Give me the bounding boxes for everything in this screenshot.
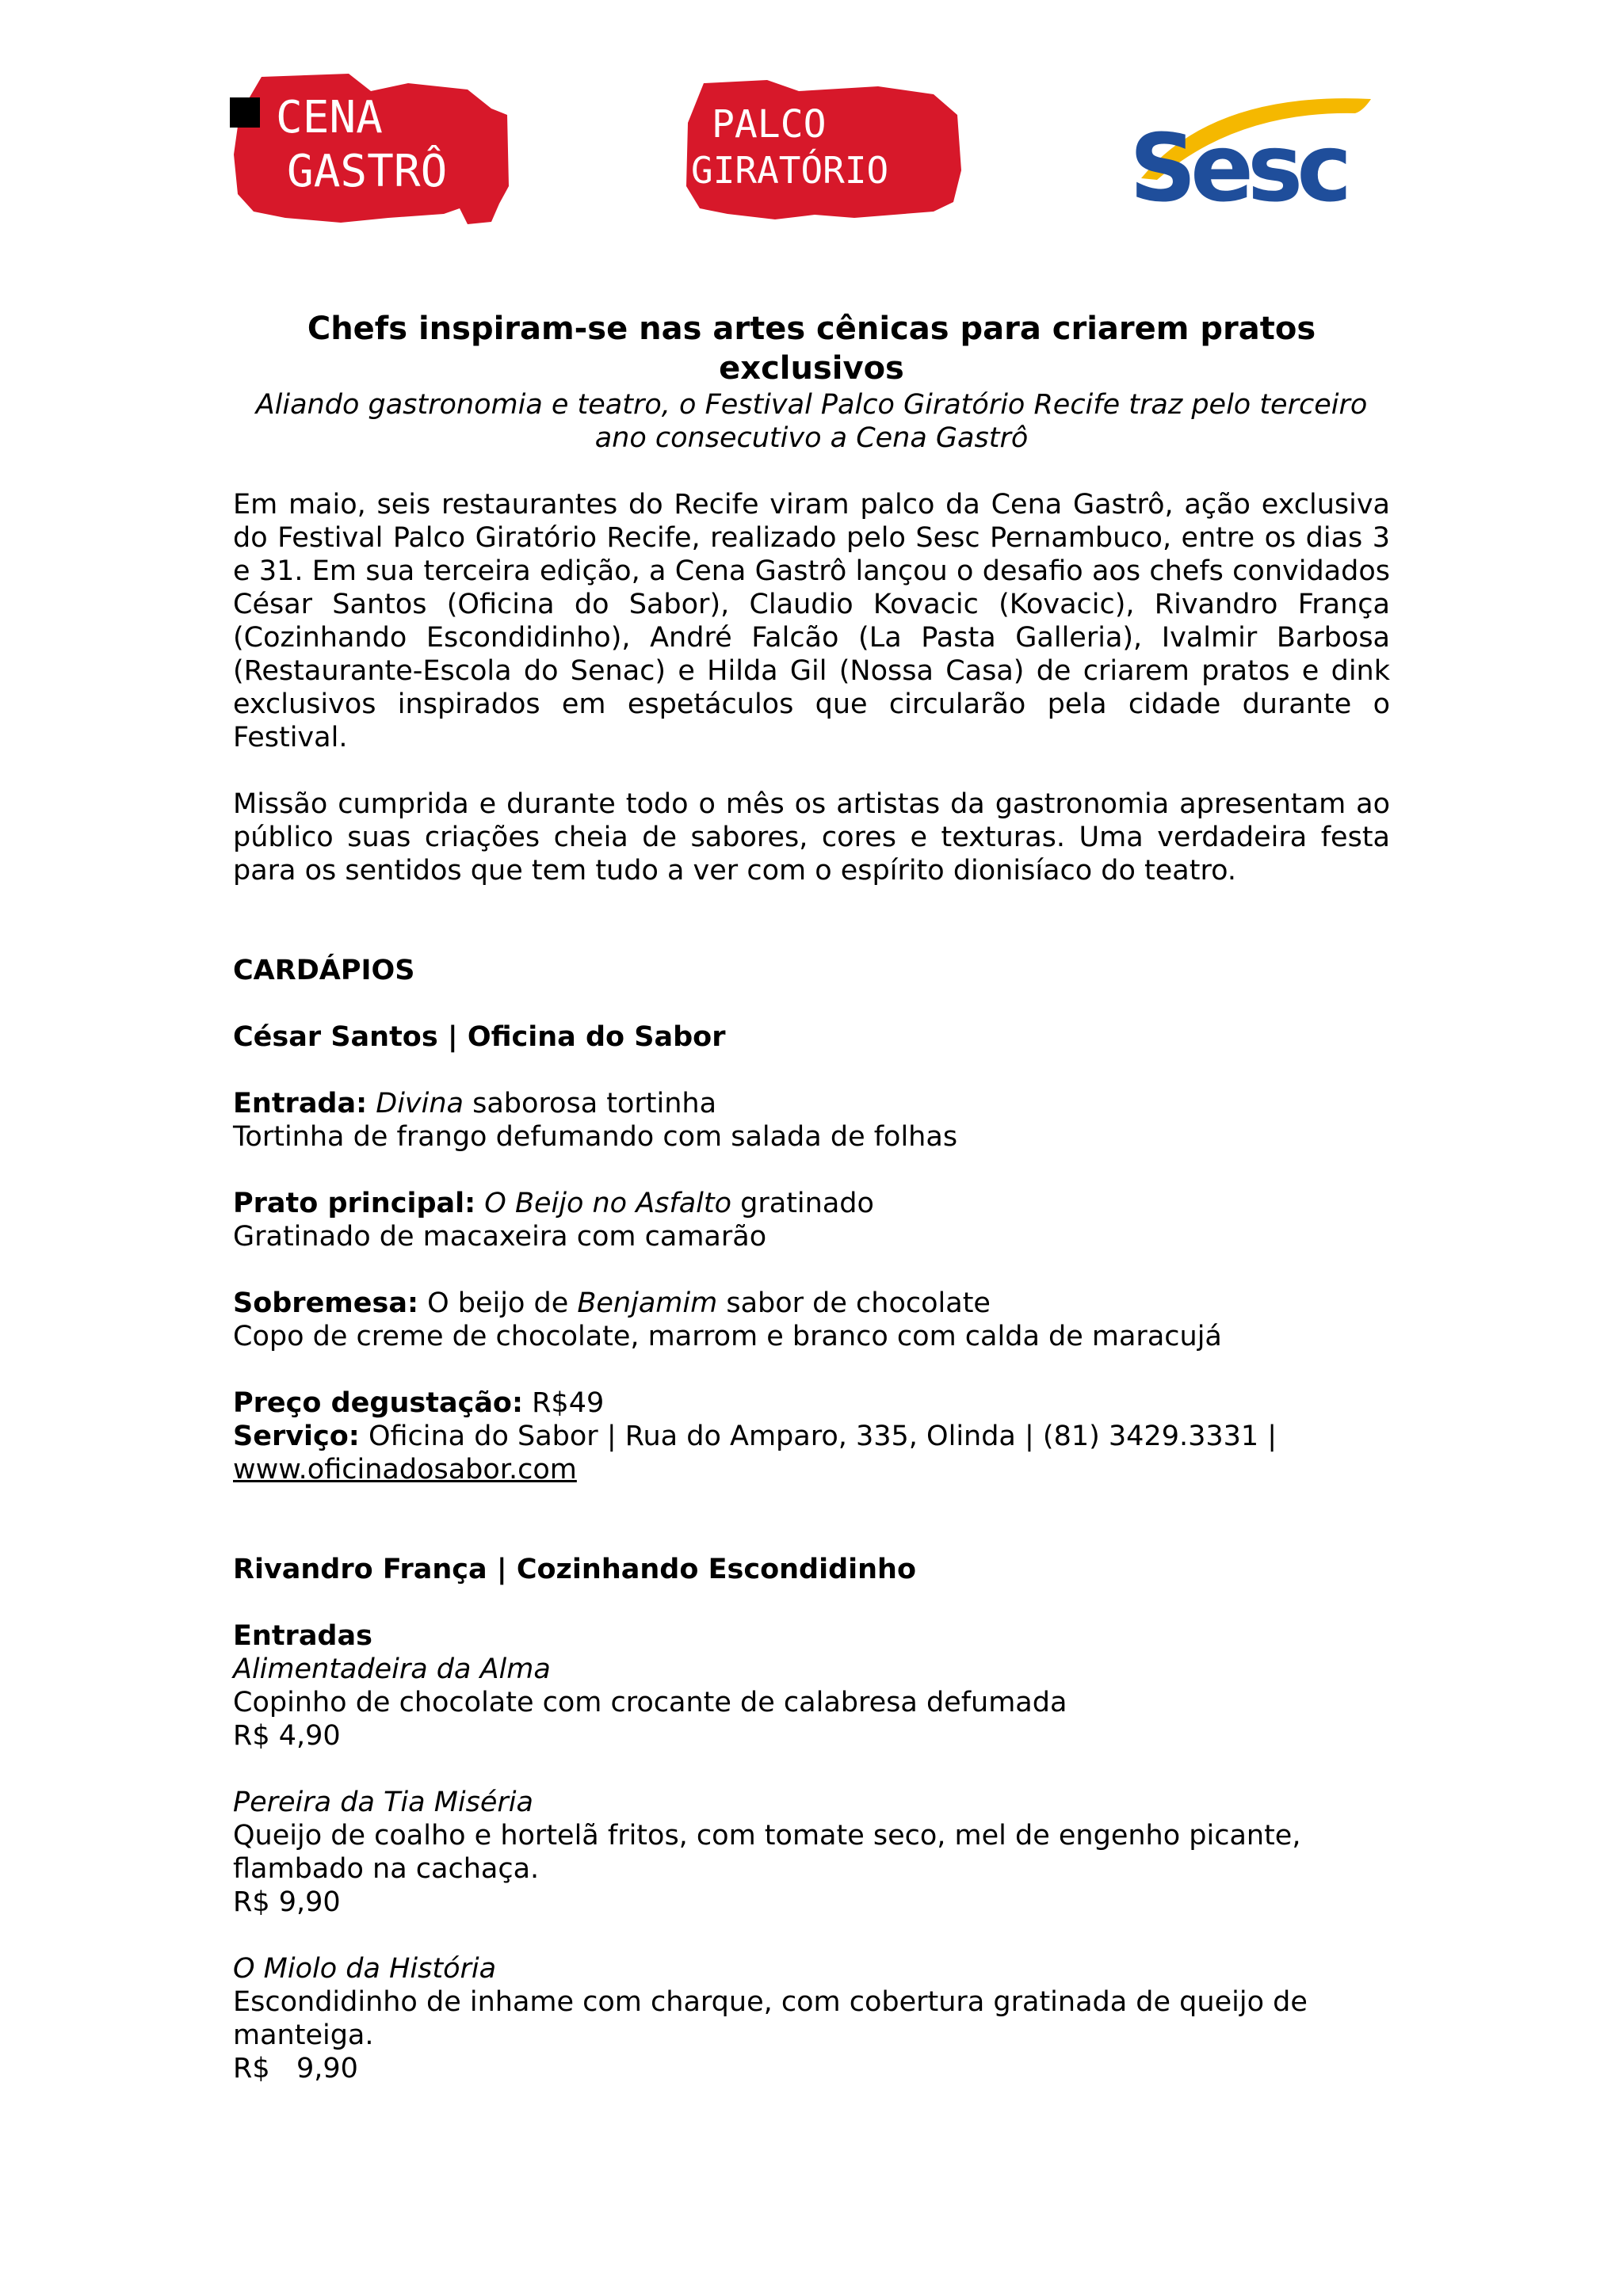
article-subtitle: Aliando gastronomia e teatro, o Festival Palco Giratório Recife traz pelo terceiro ano consecutivo a Cena Gastrô	[255, 389, 1368, 454]
website-link[interactable]: www.oficinadosabor.com	[233, 1454, 577, 1486]
menu-item-price: R$ 9,90	[233, 2053, 358, 2084]
cesar-principal-desc: Gratinado de macaxeira com camarão	[233, 1221, 767, 1253]
palco-giratorio-logo	[680, 75, 965, 222]
cesar-entrada	[233, 1087, 1390, 1120]
sesc-logo	[1125, 75, 1387, 210]
cena-gastro-logo	[230, 67, 527, 226]
preco-value: R$49	[522, 1387, 605, 1419]
servico-label: Serviço:	[233, 1421, 360, 1452]
document-body	[233, 309, 1390, 2085]
menu-item-price: R$ 9,90	[233, 1886, 341, 1918]
menu-item-price: R$ 4,90	[233, 1720, 341, 1752]
menu-item-desc: Escondidinho de inhame com charque, com cobertura gratinada de queijo de manteiga.	[233, 1986, 1308, 2051]
entradas-label: Entradas	[233, 1620, 372, 1652]
cena-gastro-line2: GASTRÔ	[287, 146, 448, 197]
sobremesa-pre: O beijo de	[418, 1287, 578, 1319]
servico-value: Oficina do Sabor | Rua do Amparo, 335, Olinda | (81) 3429.3331 |	[359, 1421, 1277, 1452]
principal-label: Prato principal:	[233, 1188, 476, 1219]
principal-italic: O Beijo no Asfalto	[484, 1188, 732, 1219]
cesar-principal	[233, 1187, 1390, 1220]
preco-label: Preço degustação:	[233, 1387, 523, 1419]
article-title: Chefs inspiram-se nas artes cênicas para criarem pratos exclusivos	[307, 311, 1316, 387]
paragraph-intro: Em maio, seis restaurantes do Recife viram palco da Cena Gastrô, ação exclusiva do Festival Palco Giratório Recife, realizado pelo Sesc Pernambuco, entre os dias 3 e 31. Em sua terceira edição, a Cena Gastrô lançou o desafio aos chefs convidados César Santos (Oficina do Sabor), Claudio Kovacic (Kovacic), Rivandro França (Cozinhando Escondidinho), André Falcão (La Pasta Galleria), Ivalmir Barbosa (Restaurante-Escola do Senac) e Hilda Gil (Nossa Casa) de criarem pratos e dink exclusivos inspirados em espetáculos que circularão pela cidade durante o Festival.	[233, 489, 1390, 753]
cesar-sobremesa-desc: Copo de creme de chocolate, marrom e branco com calda de maracujá	[233, 1321, 1222, 1352]
sesc-wordmark: Sesc	[1129, 113, 1346, 210]
menu-item-desc: Copinho de chocolate com crocante de calabresa defumada	[233, 1687, 1067, 1718]
entrada-italic: Divina	[376, 1088, 464, 1119]
menu-item-desc: Queijo de coalho e hortelã fritos, com tomate seco, mel de engenho picante, flambado na cachaça.	[233, 1820, 1301, 1885]
principal-rest: gratinado	[731, 1188, 874, 1219]
sobremesa-italic: Benjamim	[577, 1287, 718, 1319]
menu-item-name: Pereira da Tia Miséria	[233, 1787, 533, 1818]
paragraph-mission: Missão cumprida e durante todo o mês os artistas da gastronomia apresentam ao público suas criações cheia de sabores, cores e texturas. Uma verdadeira festa para os sentidos que tem tudo a ver com o espírito dionisíaco do teatro.	[233, 788, 1390, 887]
menus-heading: CARDÁPIOS	[233, 955, 415, 986]
cesar-sobremesa	[233, 1287, 1390, 1320]
palco-giratorio-line2: GIRATÓRIO	[691, 149, 889, 192]
cesar-preco	[233, 1386, 1390, 1420]
menu-item-name: Alimentadeira da Alma	[233, 1653, 551, 1685]
cesar-entrada-desc: Tortinha de frango defumando com salada de folhas	[233, 1121, 958, 1153]
menu-item-name: O Miolo da História	[233, 1953, 497, 1985]
entrada-label: Entrada:	[233, 1088, 368, 1119]
sobremesa-rest: sabor de chocolate	[717, 1287, 991, 1319]
sobremesa-label: Sobremesa:	[233, 1287, 418, 1319]
cesar-heading: César Santos | Oficina do Sabor	[233, 1021, 726, 1053]
cesar-servico	[233, 1420, 1390, 1453]
cena-gastro-line1: CENA	[276, 92, 383, 143]
palco-giratorio-line1: PALCO	[712, 102, 827, 147]
entrada-rest: saborosa tortinha	[464, 1088, 717, 1119]
rivandro-heading: Rivandro França | Cozinhando Escondidinho	[233, 1554, 917, 1585]
